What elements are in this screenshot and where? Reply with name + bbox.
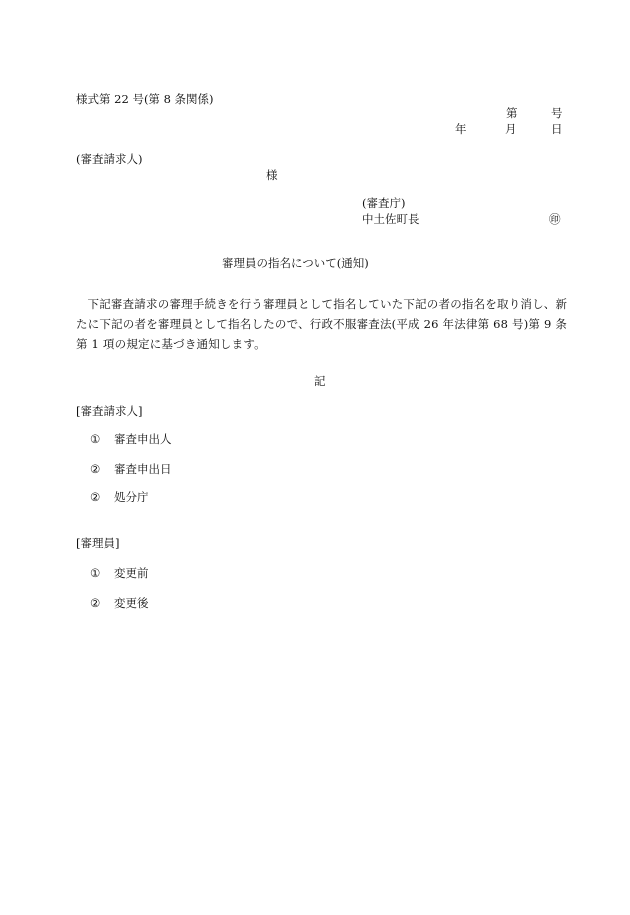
list-item-number: ② [90,596,101,610]
sender-label: (審査庁) [362,196,406,210]
form-number: 様式第 22 号(第 8 条関係) [76,92,214,106]
list-item-number: ② [90,490,101,504]
date-month: 月 [505,122,517,136]
list-item-number: ① [90,432,101,446]
seal-mark: ㊞ [549,212,561,226]
list-item-label: 審査申出日 [114,462,172,476]
list-item-label: 審査申出人 [114,432,172,446]
section-heading-examiner: [審理員] [76,536,120,550]
recipient-label: (審査請求人) [76,152,143,166]
list-item-number: ① [90,566,101,580]
ki-heading: 記 [314,374,326,388]
recipient-honorific: 様 [266,168,278,182]
section-heading-petitioner: [審査請求人] [76,404,143,418]
list-item-label: 変更後 [114,596,149,610]
doc-number-dai: 第 [506,106,518,120]
list-item-number: ② [90,462,101,476]
date-day: 日 [551,122,563,136]
sender-name: 中土佐町長 [362,212,420,226]
list-item-label: 変更前 [114,566,149,580]
document-title: 審理員の指名について(通知) [222,256,369,270]
doc-number-go: 号 [551,106,563,120]
date-year: 年 [455,122,467,136]
body-paragraph: 下記審査請求の審理手続きを行う審理員として指名していた下記の者の指名を取り消し、新たに下記の者を審理員として指名したので、行政不服審査法(平成 26 年法律第 68 号)第 9 条第 1 項の規定に基づき通知します。 [76,297,568,351]
list-item-label: 処分庁 [114,490,149,504]
